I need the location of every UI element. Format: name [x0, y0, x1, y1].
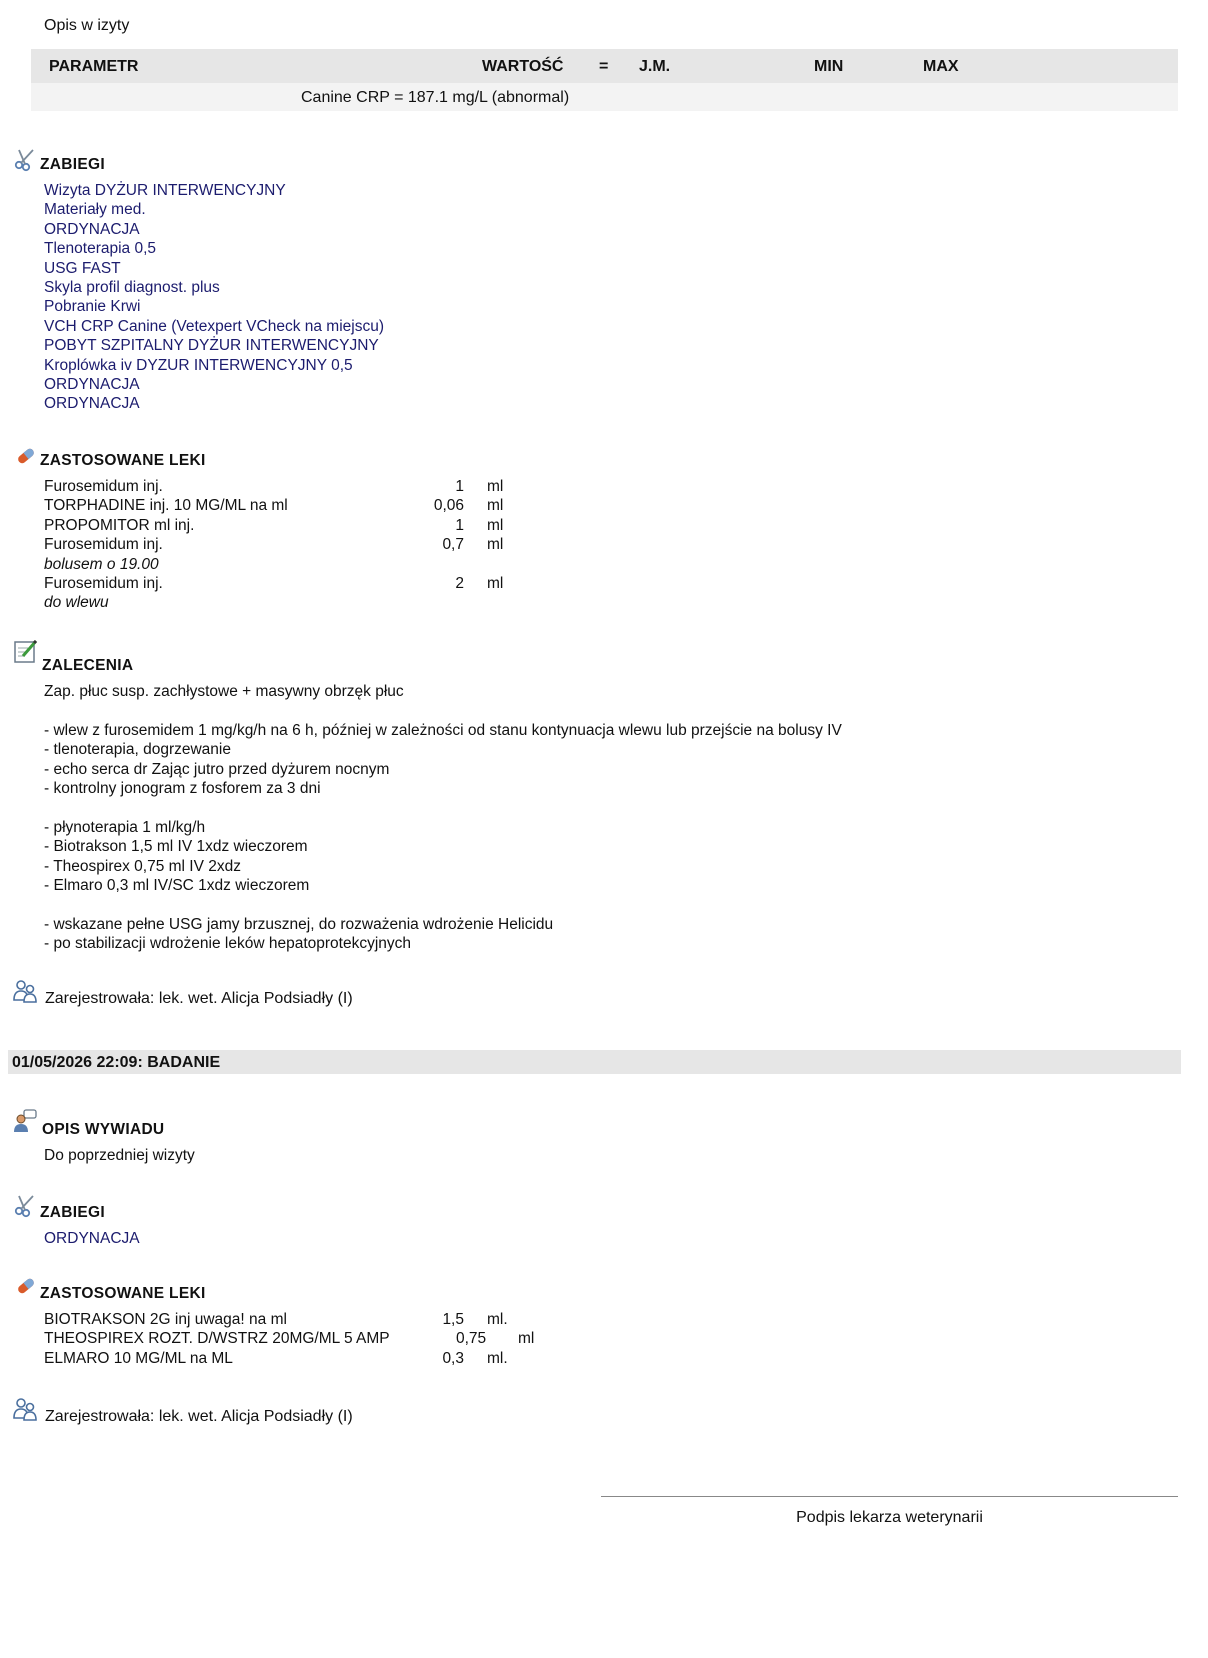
zalecenia-line: - Theospirex 0,75 ml IV 2xdz [44, 857, 241, 875]
leki-title: ZASTOSOWANE LEKI [40, 452, 206, 469]
drug-unit: ml [487, 478, 504, 495]
zalecenia-line: - Elmaro 0,3 ml IV/SC 1xdz wieczorem [44, 877, 310, 895]
person-speech-icon [12, 1108, 38, 1134]
registered-by: Zarejestrowała: lek. wet. Alicja Podsiadły (I) [45, 990, 353, 1007]
zalecenia-line: - kontrolny jonogram z fosforem za 3 dni [44, 780, 321, 798]
zalecenia-line: - echo serca dr Zając jutro przed dyżurem nocnym [44, 760, 390, 778]
zabieg-item: ORDYNACJA [44, 1230, 140, 1247]
doctors-icon [12, 1396, 38, 1422]
drug-unit: ml [487, 516, 504, 534]
drug-row [44, 535, 504, 554]
leki-list [44, 477, 504, 613]
col-equals: = [599, 58, 609, 75]
drug-qty: 0,75 [456, 1330, 487, 1348]
visit2-header: 01/05/2026 22:09: BADANIE [12, 1054, 221, 1071]
zalecenia-title: ZALECENIA [42, 657, 134, 674]
drug-unit: ml [487, 574, 504, 592]
drug-qty: 1,5 [442, 1311, 464, 1328]
drug-name: BIOTRAKSON 2G inj uwaga! na ml [44, 1311, 287, 1328]
drug-name: Furosemidum inj. [44, 574, 163, 592]
pill-icon [13, 1273, 39, 1299]
drug-note [44, 555, 504, 574]
zabieg-item: USG FAST [44, 259, 121, 277]
drug-note-text: do wlewu [44, 594, 109, 612]
wywiad-text: Do poprzedniej wizyty [44, 1147, 195, 1164]
drug-name: TORPHADINE inj. 10 MG/ML na ml [44, 497, 288, 515]
zabieg-item: Skyla profil diagnost. plus [44, 279, 220, 297]
zabieg-item: POBYT SZPITALNY DYŻUR INTERWENCYJNY [44, 337, 379, 355]
drug-qty: 1 [455, 516, 464, 534]
zalecenia-line: - po stabilizacji wdrożenie leków hepatoprotekcyjnych [44, 935, 412, 953]
registered-by: Zarejestrowała: lek. wet. Alicja Podsiadły (I) [45, 1408, 353, 1425]
drug-qty: 0,7 [442, 536, 464, 554]
drug-row [44, 574, 504, 593]
doctors-icon [12, 978, 38, 1004]
zabieg-item: ORDYNACJA [44, 395, 140, 413]
pill-icon [13, 443, 39, 469]
drug-note-text: bolusem o 19.00 [44, 555, 159, 573]
drug-row [44, 1349, 544, 1368]
notepad-pencil-icon [13, 638, 39, 664]
zalecenia-blank [44, 798, 842, 817]
col-parametr: PARAMETR [49, 58, 139, 75]
zalecenia-line: - Biotrakson 1,5 ml IV 1xdz wieczorem [44, 838, 308, 856]
zalecenia-line: Zap. płuc susp. zachłystowe + masywny obrzęk płuc [44, 683, 404, 700]
zabieg-item: VCH CRP Canine (Vetexpert VCheck na miejscu) [44, 317, 384, 335]
drug-unit: ml [487, 497, 504, 515]
drug-name: Furosemidum inj. [44, 536, 163, 554]
drug-row [44, 516, 504, 535]
zabieg-item: Kroplówka iv DYZUR INTERWENCYJNY 0,5 [44, 356, 353, 374]
visit2-header-bar [8, 1050, 1181, 1074]
zabieg-item: Materiały med. [44, 201, 146, 219]
leki2-list [44, 1310, 544, 1368]
zabieg-item: ORDYNACJA [44, 220, 140, 238]
drug-unit: ml. [487, 1311, 508, 1328]
drug-row [44, 1310, 544, 1329]
drug-unit: ml [518, 1330, 535, 1348]
drug-name: THEOSPIREX ROZT. D/WSTRZ 20MG/ML 5 AMP [44, 1330, 390, 1348]
zabieg-item: Tlenoterapia 0,5 [44, 240, 157, 258]
col-min: MIN [814, 58, 844, 75]
results-table-row [31, 83, 1178, 111]
drug-row [44, 477, 504, 496]
zabieg-item: ORDYNACJA [44, 376, 140, 394]
col-wartosc: WARTOŚĆ [482, 58, 564, 75]
leki2-title: ZASTOSOWANE LEKI [40, 1285, 206, 1302]
zabieg-item: Pobranie Krwi [44, 298, 141, 316]
crp-result: Canine CRP = 187.1 mg/L (abnormal) [301, 89, 570, 106]
drug-qty: 2 [455, 574, 464, 592]
zalecenia-line: - płynoterapia 1 ml/kg/h [44, 818, 206, 836]
drug-qty: 0,06 [433, 497, 464, 515]
drug-name: Furosemidum inj. [44, 478, 163, 495]
wywiad-title: OPIS WYWIADU [42, 1121, 165, 1138]
results-table-header [31, 49, 1178, 83]
signature-line [601, 1496, 1178, 1497]
drug-qty: 1 [455, 478, 464, 495]
zalecenia-text [44, 682, 842, 954]
scissors-icon [13, 1193, 39, 1219]
col-max: MAX [923, 58, 959, 75]
drug-name: ELMARO 10 MG/ML na ML [44, 1349, 233, 1367]
zalecenia-blank [44, 895, 842, 914]
zabiegi-list [44, 181, 384, 414]
drug-row [44, 496, 504, 515]
zalecenia-line: - wskazane pełne USG jamy brzusznej, do rozważenia wdrożenie Helicidu [44, 915, 554, 933]
drug-qty: 0,3 [442, 1349, 464, 1367]
col-jm: J.M. [639, 58, 671, 75]
drug-unit: ml. [487, 1349, 508, 1367]
scissors-icon [13, 147, 39, 173]
zabiegi2-title: ZABIEGI [40, 1204, 105, 1221]
zalecenia-line: - wlew z furosemidem 1 mg/kg/h na 6 h, później w zależności od stanu kontynuacja wlewu lub przejście na bolusy IV [44, 721, 842, 739]
drug-name: PROPOMITOR ml inj. [44, 516, 195, 534]
zabieg-item: Wizyta DYŻUR INTERWENCYJNY [44, 182, 286, 199]
visit-description-label: Opis w izyty [44, 17, 130, 34]
drug-row [44, 1329, 544, 1348]
zabiegi-title: ZABIEGI [40, 156, 105, 173]
drug-note [44, 593, 504, 612]
zalecenia-blank [44, 701, 842, 720]
signature-label: Podpis lekarza weterynarii [796, 1509, 983, 1526]
drug-unit: ml [487, 536, 504, 554]
zalecenia-line: - tlenoterapia, dogrzewanie [44, 741, 231, 759]
